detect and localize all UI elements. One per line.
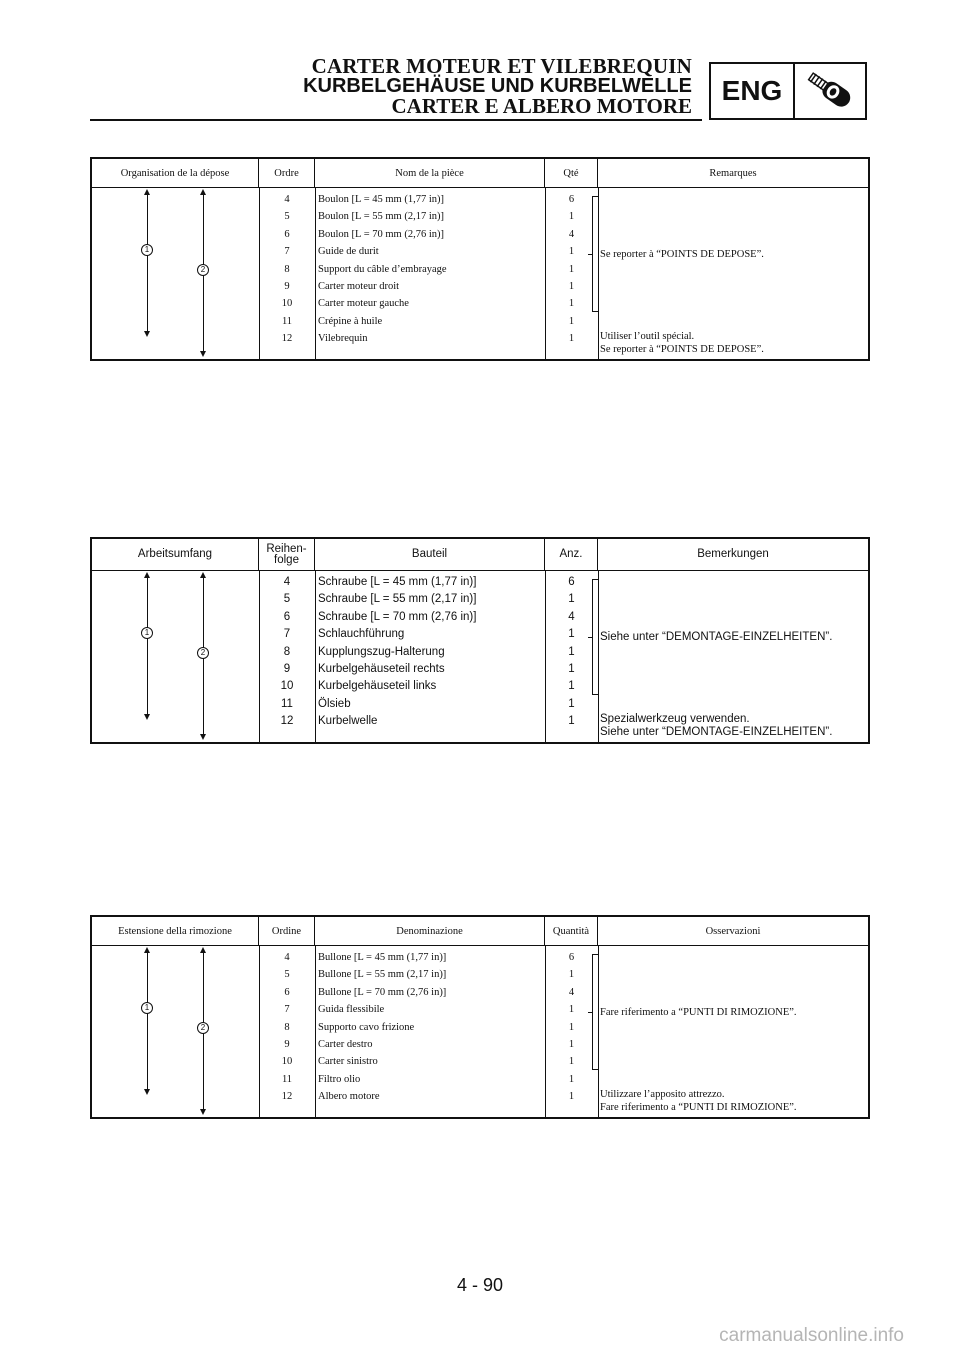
table-row	[92, 661, 868, 678]
table-row	[92, 1036, 868, 1053]
header-remarks	[598, 539, 868, 570]
row-quantity: 1	[568, 628, 575, 641]
row-part-name: Kupplungszug-Halterung	[318, 645, 445, 658]
header-part-name-text: Denominazione	[396, 925, 463, 937]
row-part-name: Kurbelgehäuseteil links	[318, 680, 437, 693]
row-order: 5	[283, 593, 291, 606]
row-order: 11	[281, 315, 293, 327]
table-body	[92, 571, 868, 742]
row-order: 9	[283, 663, 291, 675]
row-part-name: Bullone [L = 55 mm (2,17 in)]	[318, 969, 447, 981]
row-quantity: 1	[568, 645, 575, 658]
table-row	[92, 1019, 868, 1036]
header-remarks	[598, 917, 868, 945]
header-remarks	[598, 159, 868, 187]
header-extent-text: Organisation de la dépose	[120, 167, 230, 179]
remark-bracket-tick	[588, 1012, 592, 1013]
row-quantity: 1	[568, 1039, 575, 1050]
row-quantity: 4	[568, 228, 575, 240]
table-row	[92, 574, 868, 591]
row-order: 4	[284, 952, 290, 963]
row-quantity: 1	[568, 281, 575, 292]
header-order-text: Reihen- folge	[266, 542, 307, 566]
header-part-name-text: Bauteil	[411, 548, 448, 560]
row-quantity: 1	[568, 263, 575, 275]
step-marker-1: 1	[141, 627, 153, 639]
header-remarks-text: Remarques	[709, 167, 757, 179]
row-quantity: 6	[568, 576, 575, 588]
engine-crankshaft-icon	[795, 64, 865, 118]
header-part-name-text: Nom de la pièce	[395, 167, 464, 179]
table-row	[92, 278, 868, 295]
page-title-block	[303, 56, 692, 116]
row-quantity: 1	[568, 680, 575, 693]
table-row	[92, 208, 868, 225]
row-quantity: 1	[568, 663, 575, 675]
row-part-name: Boulon [L = 45 mm (1,77 in)]	[318, 194, 444, 205]
row-part-name: Kurbelwelle	[318, 715, 378, 728]
table-row	[92, 949, 868, 966]
row-part-name: Ölsieb	[318, 697, 351, 710]
table-row	[92, 261, 868, 278]
step-marker-2: 2	[197, 264, 209, 276]
remark-bracket-tick	[588, 254, 592, 255]
row-part-name: Carter moteur gauche	[318, 298, 409, 310]
row-order: 7	[284, 246, 290, 258]
group-remark: Se reporter à “POINTS DE DEPOSE”.	[600, 249, 764, 260]
last-remark-line-1: Spezialwerkzeug verwenden.	[600, 713, 750, 725]
header-quantity	[545, 539, 598, 570]
table-body	[92, 188, 868, 359]
header-extent	[92, 539, 259, 570]
header-extent	[92, 917, 259, 945]
table-row	[92, 609, 868, 626]
table-row	[92, 984, 868, 1001]
row-quantity: 1	[568, 697, 575, 710]
header-remarks-text: Bemerkungen	[697, 548, 769, 560]
header-quantity-text: Quantità	[552, 925, 590, 937]
row-order: 12	[280, 715, 294, 728]
table-row	[92, 966, 868, 983]
row-quantity: 1	[568, 1073, 575, 1085]
row-quantity: 1	[568, 1004, 575, 1016]
row-part-name: Boulon [L = 55 mm (2,17 in)]	[318, 211, 444, 223]
row-part-name: Guida flessibile	[318, 1004, 385, 1016]
row-order: 8	[284, 1021, 290, 1033]
step-marker-1: 1	[141, 1002, 153, 1014]
row-quantity: 4	[568, 610, 575, 623]
row-order: 10	[281, 1056, 293, 1068]
removal-table-german	[90, 537, 870, 744]
header-extent-text: Estensione della rimozione	[118, 925, 232, 937]
row-part-name: Kurbelgehäuseteil rechts	[318, 663, 445, 675]
header-quantity-text: Qté	[563, 167, 579, 179]
section-badge-label: ENG	[711, 64, 795, 118]
row-order: 9	[284, 281, 290, 292]
last-remark-line-1: Utilizzare l’apposito attrezzo.	[600, 1089, 725, 1100]
row-order: 11	[281, 697, 293, 710]
header-remarks-text: Osservazioni	[705, 925, 761, 937]
row-order: 7	[283, 628, 291, 641]
header-extent-text: Arbeitsumfang	[137, 548, 213, 560]
row-quantity: 1	[568, 298, 575, 310]
step-marker-2: 2	[197, 1022, 209, 1034]
removal-table-french	[90, 157, 870, 361]
table-header-row	[92, 539, 868, 571]
row-part-name: Schraube [L = 45 mm (1,77 in)]	[318, 576, 477, 588]
header-order	[259, 917, 315, 945]
header-quantity	[545, 159, 598, 187]
header-order-text: Ordine	[271, 925, 302, 937]
row-part-name: Carter destro	[318, 1039, 373, 1050]
row-quantity: 1	[568, 1056, 575, 1068]
watermark: carmanualsonline.info	[719, 1325, 904, 1346]
row-part-name: Schraube [L = 70 mm (2,76 in)]	[318, 610, 477, 623]
table-header-row	[92, 917, 868, 946]
table-row	[92, 696, 868, 713]
header-quantity-text: Anz.	[559, 548, 583, 560]
row-order: 4	[283, 576, 291, 588]
row-order: 10	[280, 680, 294, 693]
header-order-text: Ordre	[274, 167, 299, 179]
section-badge	[709, 62, 867, 120]
step-marker-1: 1	[141, 244, 153, 256]
row-order: 6	[283, 610, 291, 623]
header-quantity	[545, 917, 598, 945]
row-part-name: Carter sinistro	[318, 1056, 378, 1068]
row-order: 5	[284, 211, 290, 223]
last-remark-line-1: Utiliser l’outil spécial.	[600, 331, 695, 342]
remark-bracket	[592, 579, 598, 695]
table-row	[92, 226, 868, 243]
row-part-name: Supporto cavo frizione	[318, 1021, 415, 1033]
row-order: 5	[284, 969, 290, 981]
row-part-name: Vilebrequin	[318, 333, 368, 345]
row-order: 8	[284, 263, 290, 275]
table-row	[92, 295, 868, 312]
row-order: 4	[284, 194, 290, 205]
row-order: 10	[281, 298, 293, 310]
page-number: 4 - 90	[456, 1275, 504, 1295]
row-order: 12	[281, 1091, 293, 1103]
title-french: CARTER MOTEUR ET VILEBREQUIN	[311, 54, 692, 78]
row-part-name: Boulon [L = 70 mm (2,76 in)]	[318, 228, 444, 240]
step-marker-2: 2	[197, 647, 209, 659]
header-order	[259, 539, 315, 570]
header-rule	[90, 119, 702, 121]
row-part-name: Guide de durit	[318, 246, 379, 258]
row-part-name: Bullone [L = 45 mm (1,77 in)]	[318, 952, 447, 963]
header-extent	[92, 159, 259, 187]
last-remark-line-2: Se reporter à “POINTS DE DEPOSE”.	[600, 344, 764, 355]
header-part-name	[315, 539, 545, 570]
header-part-name	[315, 917, 545, 945]
row-quantity: 4	[568, 986, 575, 998]
row-quantity: 1	[568, 715, 575, 728]
row-part-name: Carter moteur droit	[318, 281, 400, 292]
row-part-name: Bullone [L = 70 mm (2,76 in)]	[318, 986, 447, 998]
table-row	[92, 313, 868, 330]
last-remark-line-2: Siehe unter “DEMONTAGE-EINZELHEITEN”.	[600, 726, 833, 738]
row-quantity: 1	[568, 969, 575, 981]
row-part-name: Filtro olio	[318, 1073, 361, 1085]
table-row	[92, 678, 868, 695]
row-quantity: 1	[568, 333, 575, 345]
row-quantity: 1	[568, 1021, 575, 1033]
table-row	[92, 644, 868, 661]
group-remark: Fare riferimento a “PUNTI DI RIMOZIONE”.	[600, 1007, 797, 1018]
table-row	[92, 1071, 868, 1088]
row-order: 6	[284, 228, 290, 240]
table-header-row	[92, 159, 868, 188]
row-quantity: 1	[568, 315, 575, 327]
row-part-name: Support du câble d’embrayage	[318, 263, 447, 275]
last-remark-line-2: Fare riferimento a “PUNTI DI RIMOZIONE”.	[600, 1102, 797, 1113]
row-part-name: Crépine à huile	[318, 315, 383, 327]
table-row	[92, 191, 868, 208]
table-row	[92, 1053, 868, 1070]
row-order: 6	[284, 986, 290, 998]
row-quantity: 6	[568, 194, 575, 205]
header-part-name	[315, 159, 545, 187]
row-order: 11	[281, 1073, 293, 1085]
remark-bracket	[592, 954, 598, 1070]
group-remark: Siehe unter “DEMONTAGE-EINZELHEITEN”.	[600, 631, 833, 643]
row-quantity: 1	[568, 211, 575, 223]
row-order: 12	[281, 333, 293, 345]
row-part-name: Schlauchführung	[318, 628, 405, 641]
header-order	[259, 159, 315, 187]
row-order: 7	[284, 1004, 290, 1016]
row-part-name: Schraube [L = 55 mm (2,17 in)]	[318, 593, 477, 606]
row-quantity: 1	[568, 593, 575, 606]
removal-table-italian	[90, 915, 870, 1119]
row-quantity: 1	[568, 1091, 575, 1103]
row-order: 9	[284, 1039, 290, 1050]
table-row	[92, 591, 868, 608]
row-quantity: 1	[568, 246, 575, 258]
row-quantity: 6	[568, 952, 575, 963]
table-body	[92, 946, 868, 1117]
title-german: KURBELGEHÄUSE UND KURBELWELLE	[303, 75, 692, 97]
remark-bracket-tick	[588, 637, 592, 638]
title-italian: CARTER E ALBERO MOTORE	[391, 94, 692, 118]
row-part-name: Albero motore	[318, 1091, 380, 1103]
row-order: 8	[283, 645, 291, 658]
remark-bracket	[592, 196, 598, 312]
